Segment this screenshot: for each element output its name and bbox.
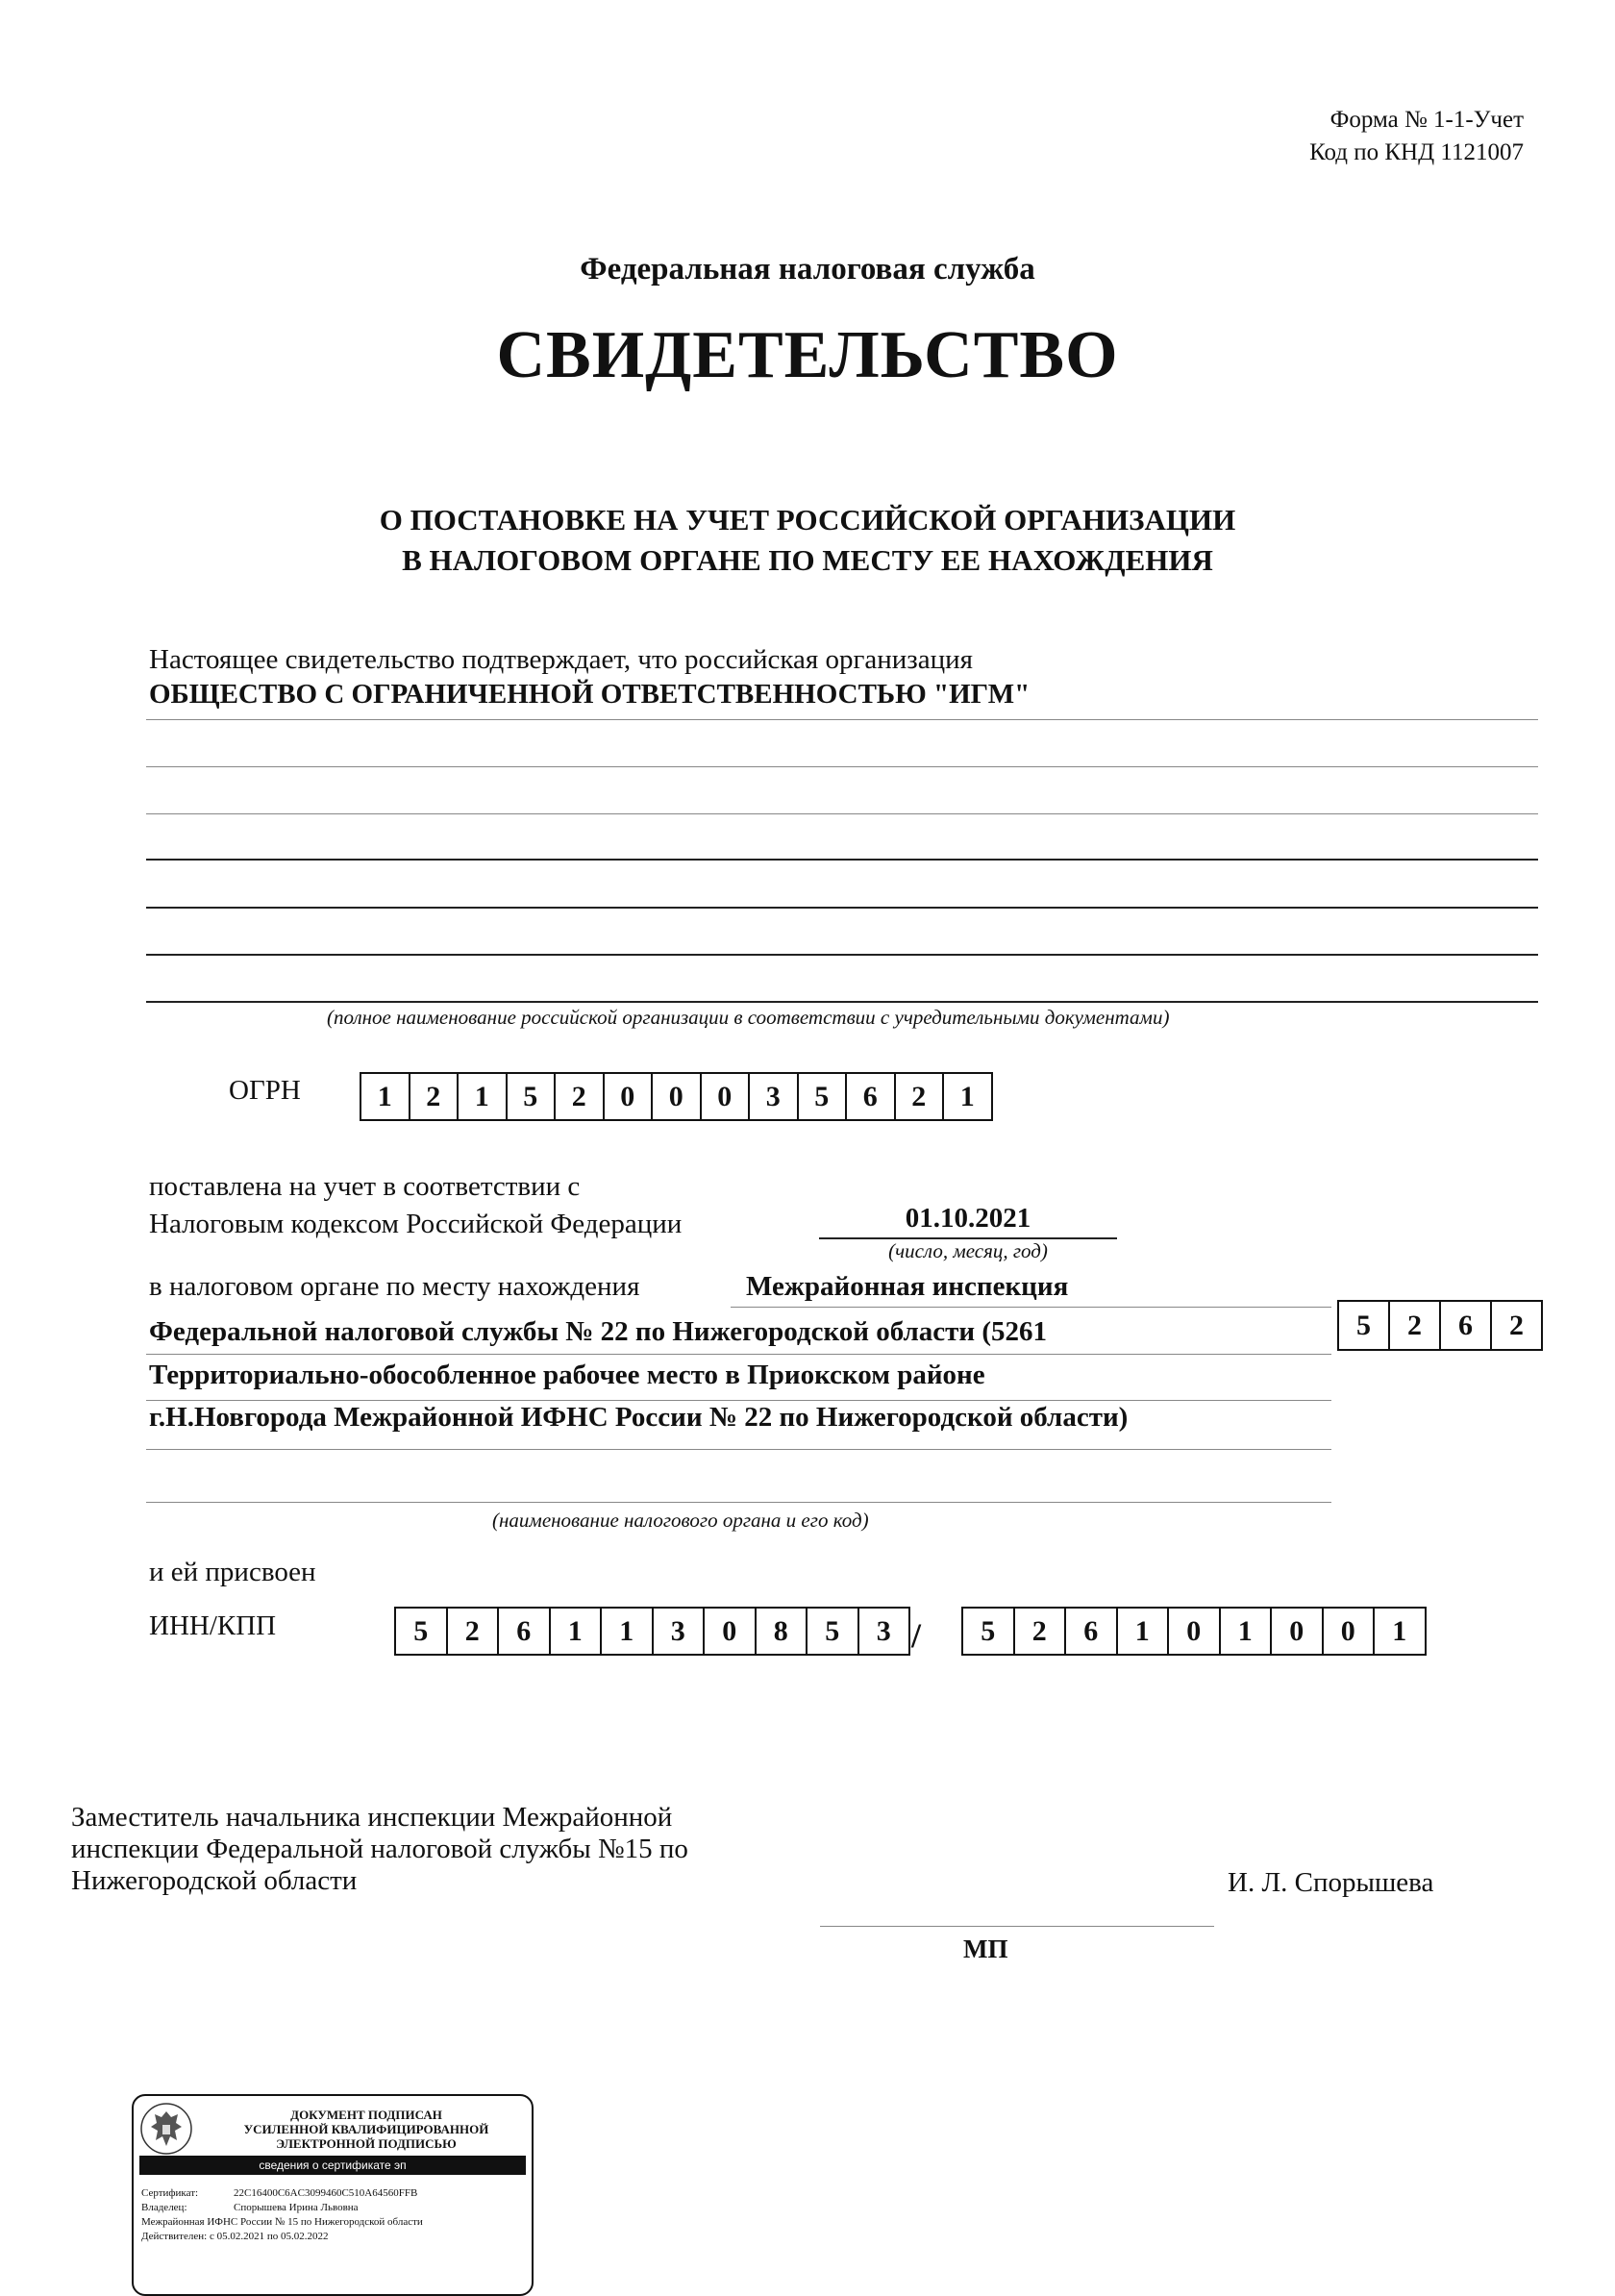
- org-line-7: [146, 1001, 1538, 1003]
- kpp-digit: 5: [963, 1609, 1015, 1654]
- authority-underline-3: [146, 1400, 1331, 1401]
- ogrn-digit: 5: [799, 1074, 848, 1119]
- kpp-digit: 0: [1272, 1609, 1324, 1654]
- certificate-details: [141, 2186, 526, 2244]
- inn-digit: 3: [654, 1609, 706, 1654]
- subtitle-line-2: В НАЛОГОВОМ ОРГАНЕ ПО МЕСТУ ЕЕ НАХОЖДЕНИЯ: [402, 543, 1213, 577]
- authority-caption: (наименование налогового органа и его код): [492, 1509, 869, 1532]
- intro-text: Настоящее свидетельство подтверждает, что российская организация: [149, 644, 973, 675]
- e-signature-heading-line-2: УСИЛЕННОЙ КВАЛИФИЦИРОВАННОЙ: [243, 2122, 489, 2136]
- signer-position-line-2: инспекции Федеральной налоговой службы №15 по: [71, 1834, 688, 1864]
- e-signature-heading: [211, 2108, 522, 2151]
- document-title: СВИДЕТЕЛЬСТВО: [496, 318, 1119, 392]
- ogrn-digit: 0: [605, 1074, 654, 1119]
- registered-line-1: поставлена на учет в соответствии с: [149, 1171, 581, 1202]
- inn-boxes: [394, 1607, 910, 1656]
- ogrn-digit: 0: [702, 1074, 751, 1119]
- authority-underline-5: [146, 1502, 1331, 1503]
- kpp-boxes: [961, 1607, 1427, 1656]
- signer-position-line-3: Нижегородской области: [71, 1865, 358, 1896]
- ogrn-digit: 3: [750, 1074, 799, 1119]
- authority-underline-2: [146, 1354, 1331, 1355]
- valid-value: с 05.02.2021 по 05.02.2022: [209, 2231, 329, 2242]
- owner-label: Владелец:: [141, 2202, 187, 2213]
- document-subtitle: [0, 500, 1615, 581]
- signer-position-line-1: Заместитель начальника инспекции Межрайонной: [71, 1802, 673, 1833]
- ogrn-digit: 1: [959, 1081, 975, 1112]
- e-signature-heading-line-3: ЭЛЕКТРОННОЙ ПОДПИСЬЮ: [276, 2136, 457, 2151]
- ogrn-digit: 2: [896, 1074, 945, 1119]
- authority-prefix: в налоговом органе по месту нахождения: [149, 1271, 640, 1302]
- assigned-text: и ей присвоен: [149, 1557, 316, 1587]
- kpp-digit: 6: [1066, 1609, 1118, 1654]
- kpp-digit: 1: [1118, 1609, 1170, 1654]
- authority-line-1: Межрайонная инспекция: [746, 1271, 1069, 1302]
- knd-code: Код по КНД 1121007: [1309, 139, 1524, 165]
- date-caption: (число, месяц, год): [888, 1239, 1048, 1262]
- subtitle-line-1: О ПОСТАНОВКЕ НА УЧЕТ РОССИЙСКОЙ ОРГАНИЗАЦИИ: [379, 503, 1236, 537]
- valid-label: Действителен:: [141, 2231, 208, 2242]
- kpp-digit: 0: [1169, 1609, 1221, 1654]
- ogrn-digit: 0: [653, 1074, 702, 1119]
- signer-position: [71, 1802, 688, 1897]
- kpp-digit: 1: [1221, 1609, 1273, 1654]
- authority-underline-1: [731, 1307, 1331, 1308]
- authority-code-boxes: [1337, 1300, 1543, 1351]
- ogrn-digit: 5: [508, 1074, 557, 1119]
- inn-digit: 6: [499, 1609, 551, 1654]
- authority-code-digit: 6: [1441, 1302, 1492, 1349]
- ogrn-digit: 1: [361, 1074, 410, 1119]
- ogrn-digit: 2: [410, 1074, 460, 1119]
- signature-line: [820, 1926, 1214, 1927]
- issuer-org: Межрайонная ИФНС России № 15 по Нижегородской области: [141, 2216, 423, 2228]
- inn-digit: 8: [757, 1609, 808, 1654]
- seal-mark: МП: [963, 1934, 1008, 1963]
- kpp-digit: 1: [1392, 1615, 1407, 1647]
- inn-digit: 5: [396, 1609, 448, 1654]
- org-name-caption: (полное наименование российской организации в соответствии с учредительными документами): [327, 1006, 1170, 1029]
- inn-digit: 1: [551, 1609, 603, 1654]
- authority-code-digit: 5: [1339, 1302, 1390, 1349]
- cert-value: 22C16400C6AC3099460C510A64560FFB: [234, 2187, 418, 2199]
- registration-date: 01.10.2021: [905, 1203, 1031, 1234]
- inn-kpp-separator: /: [911, 1616, 922, 1655]
- ogrn-digit: 2: [556, 1074, 605, 1119]
- form-number: Форма № 1-1-Учет: [1329, 107, 1524, 133]
- authority-underline-4: [146, 1449, 1331, 1450]
- kpp-digit: 2: [1015, 1609, 1067, 1654]
- inn-digit: 2: [448, 1609, 500, 1654]
- authority-line-2: Федеральной налоговой службы № 22 по Нижегородской области (5261: [149, 1316, 1048, 1347]
- owner-value: Спорышева Ирина Львовна: [234, 2202, 359, 2213]
- inn-digit: 3: [876, 1615, 891, 1647]
- ogrn-digit: 6: [847, 1074, 896, 1119]
- org-line-2: [146, 766, 1538, 767]
- coat-of-arms-icon: [139, 2102, 193, 2156]
- registered-line-2: Налоговым кодексом Российской Федерации: [149, 1209, 683, 1239]
- organization-name: ОБЩЕСТВО С ОГРАНИЧЕННОЙ ОТВЕТСТВЕННОСТЬЮ "ИГМ": [149, 679, 1031, 710]
- form-identifiers: [1309, 104, 1524, 169]
- inn-digit: 5: [808, 1609, 859, 1654]
- org-line-3: [146, 813, 1538, 814]
- ogrn-digit: 1: [459, 1074, 508, 1119]
- org-line-5: [146, 907, 1538, 909]
- authority-line-4: г.Н.Новгорода Межрайонной ИФНС России № 22 по Нижегородской области): [149, 1402, 1129, 1433]
- kpp-digit: 0: [1324, 1609, 1376, 1654]
- org-line-1: [146, 719, 1538, 720]
- org-line-6: [146, 954, 1538, 956]
- authority-code-digit: 2: [1390, 1302, 1441, 1349]
- e-signature-stamp: [132, 2094, 534, 2296]
- inn-digit: 0: [705, 1609, 757, 1654]
- ogrn-boxes: [360, 1072, 993, 1121]
- inn-digit: 1: [602, 1609, 654, 1654]
- authority-code-digit: 2: [1509, 1310, 1524, 1341]
- e-signature-heading-line-1: ДОКУМЕНТ ПОДПИСАН: [290, 2108, 442, 2122]
- org-line-4: [146, 859, 1538, 861]
- cert-label: Сертификат:: [141, 2187, 199, 2199]
- ogrn-label: ОГРН: [229, 1075, 301, 1106]
- signer-name: И. Л. Спорышева: [1228, 1867, 1434, 1898]
- authority-line-3: Территориально-обособленное рабочее место в Приокском районе: [149, 1360, 985, 1390]
- inn-kpp-label: ИНН/КПП: [149, 1610, 277, 1641]
- certificate-info-bar: сведения о сертификате эп: [139, 2156, 526, 2175]
- agency-name: Федеральная налоговая служба: [580, 252, 1035, 287]
